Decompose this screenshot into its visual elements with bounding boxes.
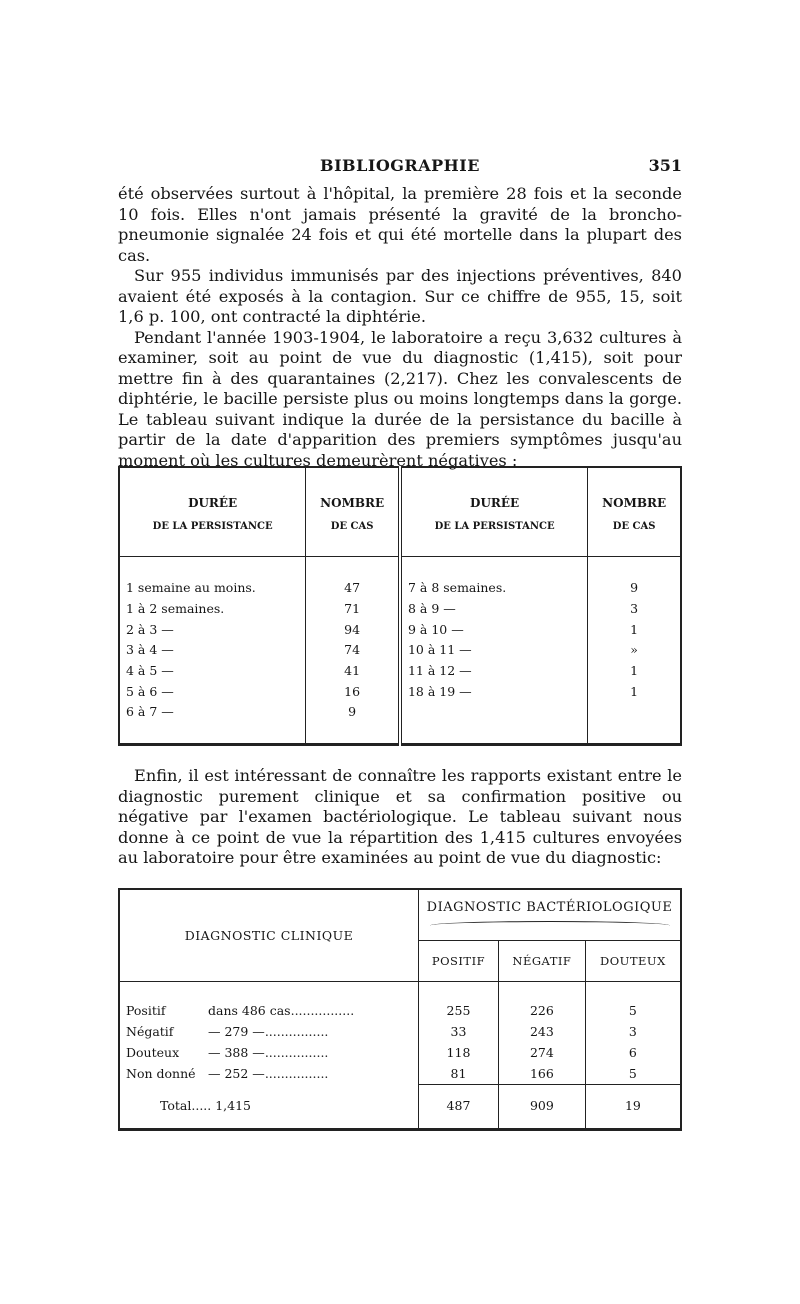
- count-cell: 16: [306, 681, 400, 702]
- table-row: [119, 982, 681, 1022]
- duration-cell: 1 à 2 semaines.: [119, 598, 306, 619]
- douteux-cell: 5: [628, 1066, 637, 1081]
- header-diagnostic-bacteriologique: DIAGNOSTIC BACTÉRIOLOGIQUE: [419, 889, 682, 941]
- header-nombre-left: NOMBRE DE CAS: [306, 467, 400, 557]
- persistence-table: [118, 466, 682, 746]
- header-negatif: NÉGATIF: [498, 941, 585, 982]
- header-nombre-right: NOMBRE DE CAS: [588, 467, 681, 557]
- paragraph-1: été observées surtout à l'hôpital, la première 28 fois et la seconde 10 fois. Elles n'ont jamais présenté la gravité de la broncho-pneumonie signalée 24 fois et qui été mortelle dans la plupart des cas.: [118, 184, 682, 265]
- table-spacer-row: [119, 722, 681, 744]
- page-number: 351: [648, 156, 682, 175]
- count-cell: 47: [306, 557, 400, 599]
- count-cell: 1: [630, 621, 639, 637]
- positif-cell: 33: [419, 1021, 499, 1042]
- row-label-cell: Douteux — 388 —................: [119, 1042, 419, 1063]
- duration-cell: 2 à 3 —: [119, 619, 306, 640]
- negatif-cell: 166: [498, 1063, 585, 1085]
- count-cell: 1: [630, 663, 639, 679]
- total-negatif-cell: 909: [498, 1085, 585, 1130]
- table-row: [119, 1063, 681, 1085]
- count-cell: 74: [306, 640, 400, 661]
- table-row: [119, 640, 681, 661]
- table-row: [119, 1042, 681, 1063]
- paragraph-4: Enfin, il est intéressant de connaître les rapports existant entre le diagnostic purement clinique et sa confirmation positive ou négative par l'examen bactériologique. Le tableau suivant nous donne à ce point de vue la répartition des 1,415 cultures envoyées au laboratoire pour être examinées au point de vue du diagnostic:: [118, 766, 682, 867]
- empty-cell: [400, 702, 588, 723]
- header-douteux: DOUTEUX: [585, 941, 681, 982]
- table-row: [119, 557, 681, 599]
- duration-cell: 11 à 12 —: [400, 660, 588, 681]
- duration-cell: 10 à 11 —: [400, 640, 588, 661]
- duration-cell: 8 à 9 —: [400, 598, 588, 619]
- count-cell: 94: [306, 619, 400, 640]
- header-duree-left: DURÉE DE LA PERSISTANCE: [119, 467, 306, 557]
- row-label-cell: Négatif — 279 —................: [119, 1021, 419, 1042]
- table-row: [119, 681, 681, 702]
- negatif-cell: 243: [498, 1021, 585, 1042]
- table-row: [119, 1021, 681, 1042]
- count-cell: »: [630, 642, 638, 658]
- body-text-top: [118, 184, 682, 471]
- paragraph-3: Pendant l'année 1903-1904, le laboratoire a reçu 3,632 cultures à examiner, soit au point de vue du diagnostic (1,415), soit pour mettre fin à des quarantaines (2,217). Chez les convalescents de diphtérie, le bacille persiste plus ou moins longtemps dans la gorge. Le tableau suivant indique la durée de la persistance du bacille à partir de la date d'apparition des premiers symptômes jusqu'au moment où les cultures demeurèrent négatives :: [118, 327, 682, 470]
- header-duree-right: DURÉE DE LA PERSISTANCE: [400, 467, 588, 557]
- duration-cell: 18 à 19 —: [400, 681, 588, 702]
- duration-cell: 4 à 5 —: [119, 660, 306, 681]
- duration-cell: 1 semaine au moins.: [119, 557, 306, 599]
- total-row: [119, 1085, 681, 1130]
- empty-cell: [588, 702, 681, 723]
- duration-cell: 5 à 6 —: [119, 681, 306, 702]
- duration-cell: 7 à 8 semaines.: [400, 557, 588, 599]
- header-diagnostic-clinique: DIAGNOSTIC CLINIQUE: [119, 889, 419, 982]
- row-label-cell: Positif dans 486 cas................: [119, 982, 419, 1022]
- negatif-cell: 226: [498, 982, 585, 1022]
- table-row: [119, 598, 681, 619]
- diagnostic-table: [118, 888, 682, 1131]
- row-label-cell: Non donné — 252 —................: [119, 1063, 419, 1085]
- body-text-bottom: [118, 766, 682, 869]
- page-header: [118, 156, 682, 180]
- brace-icon: [430, 921, 670, 930]
- total-label: Total..... 1,415: [119, 1085, 419, 1130]
- douteux-cell: 6: [628, 1045, 637, 1060]
- negatif-cell: 274: [498, 1042, 585, 1063]
- table-row: [119, 702, 681, 723]
- positif-cell: 81: [419, 1063, 499, 1085]
- douteux-cell: 5: [628, 1003, 637, 1018]
- table-row: [119, 619, 681, 640]
- count-cell: 9: [630, 580, 639, 596]
- header-positif: POSITIF: [419, 941, 499, 982]
- paragraph-2: Sur 955 individus immunisés par des injections préventives, 840 avaient été exposés à la contagion. Sur ce chiffre de 955, 15, soit 1,6 p. 100, ont contracté la diphtérie.: [118, 266, 682, 326]
- count-cell: 9: [306, 702, 400, 723]
- count-cell: 71: [306, 598, 400, 619]
- douteux-cell: 3: [628, 1024, 637, 1039]
- positif-cell: 255: [419, 982, 499, 1022]
- table-row: [119, 660, 681, 681]
- duration-cell: 6 à 7 —: [119, 702, 306, 723]
- count-cell: 41: [306, 660, 400, 681]
- count-cell: 3: [630, 601, 639, 617]
- duration-cell: 9 à 10 —: [400, 619, 588, 640]
- count-cell: 1: [630, 683, 639, 699]
- total-positif-cell: 487: [419, 1085, 499, 1130]
- duration-cell: 3 à 4 —: [119, 640, 306, 661]
- positif-cell: 118: [419, 1042, 499, 1063]
- total-douteux-cell: 19: [585, 1085, 681, 1130]
- running-title: BIBLIOGRAPHIE: [320, 156, 480, 175]
